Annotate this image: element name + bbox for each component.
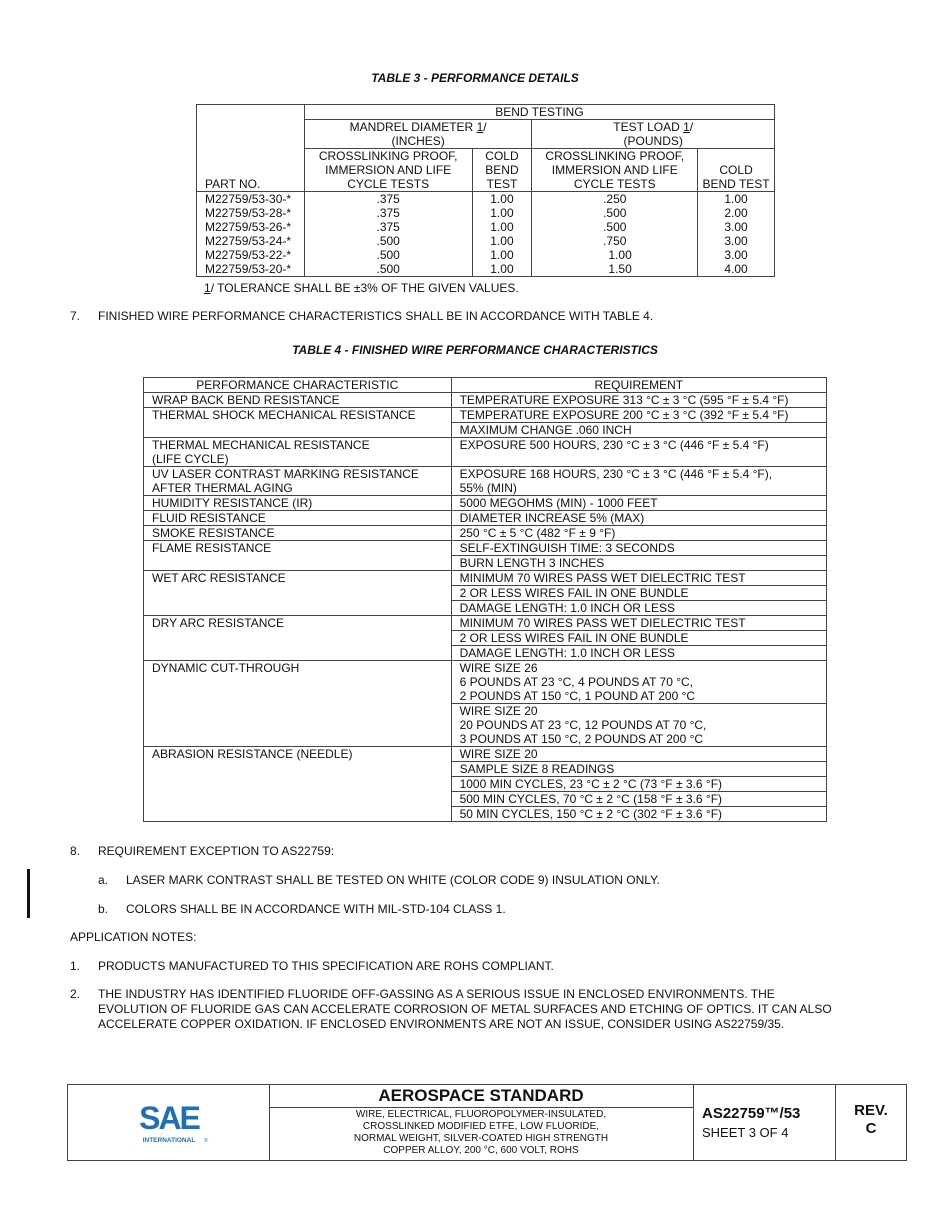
characteristic-cell: WET ARC RESISTANCE [144, 571, 452, 616]
wire-description: WIRE, ELECTRICAL, FLUOROPOLYMER-INSULATED, CROSSLINKED MODIFIED ETFE, LOW FLUORIDE, NORMAL WEIGHT, SILVER-COATED HIGH STRENGTH COPPER ALLOY, 200 °C, 600 VOLT, ROHS [353, 1109, 609, 1156]
requirement-cell: 250 °C ± 5 °C (482 °F ± 9 °F) [451, 526, 826, 541]
requirement-cell: 50 MIN CYCLES, 150 °C ± 2 °C (302 °F ± 3.6 °F) [451, 807, 826, 822]
sae-logo-text: SAE [139, 1100, 199, 1136]
characteristic-cell: FLUID RESISTANCE [144, 511, 452, 526]
characteristic-cell: WRAP BACK BEND RESISTANCE [144, 393, 452, 408]
requirement-cell: 2 OR LESS WIRES FAIL IN ONE BUNDLE [451, 631, 826, 646]
characteristic-cell: DYNAMIC CUT-THROUGH [144, 661, 452, 747]
table-row [144, 571, 827, 586]
characteristic-cell: THERMAL MECHANICAL RESISTANCE (LIFE CYCLE) [144, 438, 452, 467]
table-row [144, 408, 827, 423]
table3 [196, 104, 775, 277]
requirement-cell: SELF-EXTINGUISH TIME: 3 SECONDS [451, 541, 826, 556]
revision-label: REV. [854, 1102, 888, 1119]
requirement-cell: DAMAGE LENGTH: 1.0 INCH OR LESS [451, 601, 826, 616]
svg-text:®: ® [204, 1138, 208, 1144]
load-crosslink-values: .250 .500 .500 .750 1.00 1.50 [532, 192, 698, 277]
title-description [269, 1085, 694, 1160]
requirement-cell: EXPOSURE 168 HOURS, 230 °C ± 3 °C (446 °F ± 5.4 °F), 55% (MIN) [451, 467, 826, 496]
characteristic-cell: HUMIDITY RESISTANCE (IR) [144, 496, 452, 511]
requirement-cell: DAMAGE LENGTH: 1.0 INCH OR LESS [451, 646, 826, 661]
table-row [144, 393, 827, 408]
document-number: AS22759™/53 [702, 1105, 801, 1122]
table-row [144, 526, 827, 541]
requirement-cell: WIRE SIZE 20 20 POUNDS AT 23 °C, 12 POUNDS AT 70 °C, 3 POUNDS AT 150 °C, 2 POUNDS AT 200 °C [451, 704, 826, 747]
table4-col-characteristic: PERFORMANCE CHARACTERISTIC [144, 378, 452, 393]
characteristic-cell: SMOKE RESISTANCE [144, 526, 452, 541]
requirement-cell: DIAMETER INCREASE 5% (MAX) [451, 511, 826, 526]
revision-value: C [865, 1120, 877, 1137]
characteristic-cell: THERMAL SHOCK MECHANICAL RESISTANCE [144, 408, 452, 438]
characteristic-cell: DRY ARC RESISTANCE [144, 616, 452, 661]
requirement-cell: TEMPERATURE EXPOSURE 313 °C ± 3 °C (595 °F ± 5.4 °F) [451, 393, 826, 408]
table-row [144, 496, 827, 511]
table4-col-requirement: REQUIREMENT [451, 378, 826, 393]
table4-title: TABLE 4 - FINISHED WIRE PERFORMANCE CHARACTERISTICS [292, 343, 658, 357]
requirement-cell: 1000 MIN CYCLES, 23 °C ± 2 °C (73 °F ± 3.6 °F) [451, 777, 826, 792]
table-row [144, 661, 827, 704]
table-row [144, 467, 827, 496]
requirement-cell: EXPOSURE 500 HOURS, 230 °C ± 3 °C (446 °F ± 5.4 °F) [451, 438, 826, 467]
requirement-cell: MINIMUM 70 WIRES PASS WET DIELECTRIC TEST [451, 571, 826, 586]
part-no-header: PART NO. [197, 105, 305, 192]
load-cold-values: 1.00 2.00 3.00 3.00 3.00 4.00 [698, 192, 775, 277]
load-cold-header: COLD BEND TEST [698, 149, 775, 192]
load-crosslink-header: CROSSLINKING PROOF, IMMERSION AND LIFE CYCLE TESTS [532, 149, 698, 192]
requirement-cell: 5000 MEGOHMS (MIN) - 1000 FEET [451, 496, 826, 511]
requirement-cell: BURN LENGTH 3 INCHES [451, 556, 826, 571]
characteristic-cell: UV LASER CONTRAST MARKING RESISTANCE AFTER THERMAL AGING [144, 467, 452, 496]
document-number-cell [694, 1085, 836, 1160]
table-row [144, 541, 827, 556]
mandrel-cold-header: COLD BEND TEST [472, 149, 532, 192]
requirement-cell: MAXIMUM CHANGE .060 INCH [451, 423, 826, 438]
mandrel-crosslink-header: CROSSLINKING PROOF, IMMERSION AND LIFE CYCLE TESTS [304, 149, 472, 192]
title-block [67, 1084, 907, 1161]
part-numbers-column: M22759/53-30-* M22759/53-28-* M22759/53-26-* M22759/53-24-* M22759/53-22-* M22759/53-20-* [197, 192, 305, 277]
requirement-cell: WIRE SIZE 26 6 POUNDS AT 23 °C, 4 POUNDS AT 70 °C, 2 POUNDS AT 150 °C, 1 POUND AT 200 °C [451, 661, 826, 704]
table3-title: TABLE 3 - PERFORMANCE DETAILS [371, 71, 579, 85]
table-row [144, 511, 827, 526]
mandrel-crosslink-values: .375 .375 .375 .500 .500 .500 [304, 192, 472, 277]
requirement-cell: SAMPLE SIZE 8 READINGS [451, 762, 826, 777]
table-row [144, 747, 827, 762]
mandrel-header: MANDREL DIAMETER 1/ (INCHES) [304, 120, 532, 149]
requirement-cell: MINIMUM 70 WIRES PASS WET DIELECTRIC TEST [451, 616, 826, 631]
table-row [144, 438, 827, 467]
revision-cell [836, 1085, 906, 1160]
sae-logo [68, 1085, 270, 1160]
mandrel-cold-values: 1.00 1.00 1.00 1.00 1.00 1.00 [472, 192, 532, 277]
requirement-cell: WIRE SIZE 20 [451, 747, 826, 762]
bend-testing-header: BEND TESTING [304, 105, 774, 120]
sae-logo-subtext: INTERNATIONAL [142, 1137, 196, 1144]
revision-bar [27, 869, 30, 918]
requirement-cell: 500 MIN CYCLES, 70 °C ± 2 °C (158 °F ± 3.6 °F) [451, 792, 826, 807]
table4 [143, 377, 827, 822]
characteristic-cell: FLAME RESISTANCE [144, 541, 452, 571]
test-load-header: TEST LOAD 1/ (POUNDS) [532, 120, 775, 149]
characteristic-cell: ABRASION RESISTANCE (NEEDLE) [144, 747, 452, 822]
sheet-number: SHEET 3 OF 4 [702, 1125, 789, 1140]
table3-footnote: 1/ TOLERANCE SHALL BE ±3% OF THE GIVEN VALUES. [204, 281, 519, 295]
application-notes-heading: APPLICATION NOTES: [70, 930, 197, 944]
standard-title: AEROSPACE STANDARD [269, 1085, 693, 1108]
table-row [144, 616, 827, 631]
requirement-cell: 2 OR LESS WIRES FAIL IN ONE BUNDLE [451, 586, 826, 601]
requirement-cell: TEMPERATURE EXPOSURE 200 °C ± 3 °C (392 °F ± 5.4 °F) [451, 408, 826, 423]
